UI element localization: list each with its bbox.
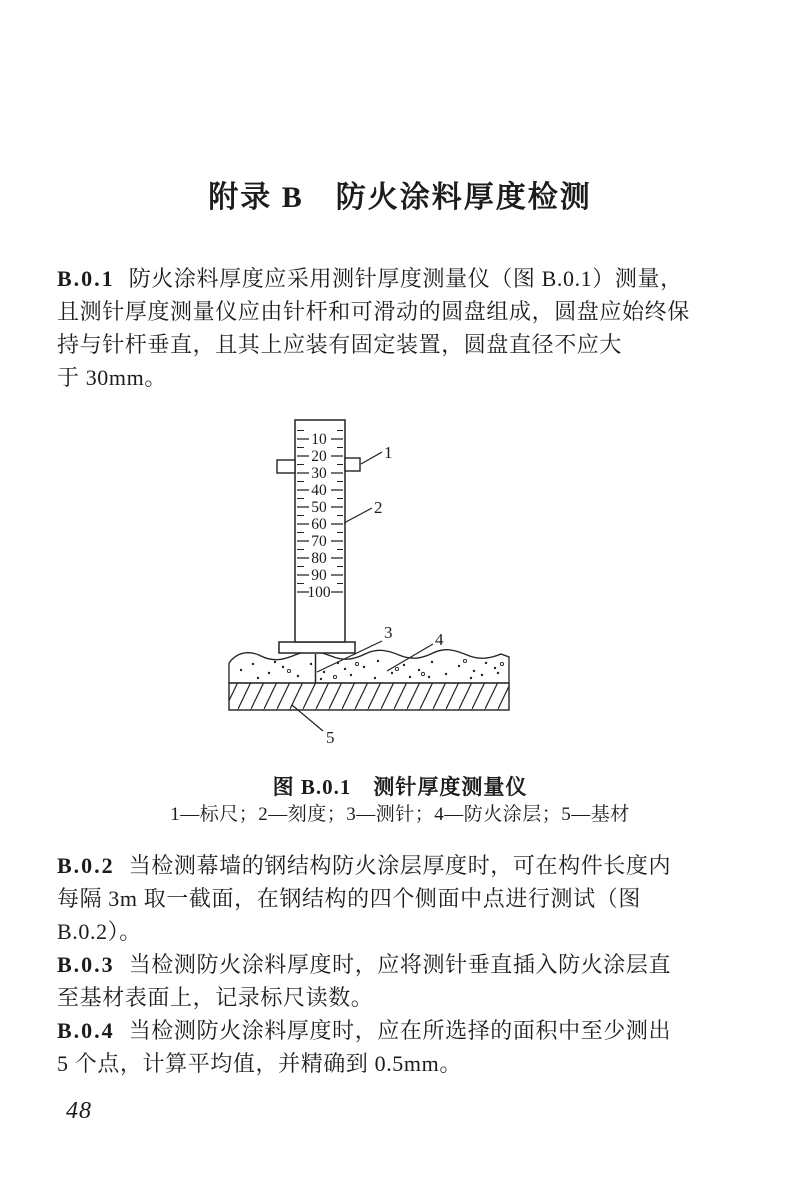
paragraph-text: 当检测防火涂料厚度时，应将测针垂直插入防火涂层直: [128, 952, 672, 977]
substrate: [229, 683, 509, 710]
paragraph-b02: [57, 849, 757, 948]
scale-number: 20: [311, 448, 327, 465]
leader-line-1: [361, 452, 382, 464]
paragraph-text: 防火涂料厚度应采用测针厚度测量仪（图 B.0.1）测量，: [128, 266, 683, 291]
paragraph-line: 持与针杆垂直，且其上应装有固定装置，圆盘直径不应大: [57, 332, 623, 357]
scale-number: 60: [311, 516, 327, 533]
paragraph-line: [57, 948, 757, 981]
section-label: B.0.1: [57, 266, 115, 291]
section-label: B.0.3: [57, 952, 115, 977]
paragraph-b01: [57, 262, 757, 394]
thickness-gauge-drawing: [225, 412, 525, 762]
paragraph-line: [57, 1014, 757, 1047]
paragraph-line: [57, 849, 757, 882]
paragraph-line: 每隔 3m 取一截面，在钢结构的四个侧面中点进行测试（图: [57, 886, 641, 911]
paragraph-line: 5 个点，计算平均值，并精确到 0.5mm。: [57, 1051, 462, 1076]
callout-3: 3: [384, 623, 393, 642]
scale-number: 10: [311, 431, 327, 448]
callout-4: 4: [435, 630, 444, 649]
scale-number: 40: [311, 482, 327, 499]
paragraph-line: 于 30mm。: [57, 365, 167, 390]
callout-1: 1: [384, 443, 393, 462]
fixing-tab-right: [345, 458, 360, 471]
figure-caption: 图 B.0.1 测针厚度测量仪: [272, 775, 528, 799]
page-number: 48: [66, 1098, 92, 1124]
paragraph-b03: [57, 948, 757, 1014]
page-title: 附录 B 防火涂料厚度检测: [208, 181, 592, 214]
coating-layer: [229, 650, 509, 683]
paragraph-text: 当检测防火涂料厚度时，应在所选择的面积中至少测出: [128, 1018, 672, 1043]
fixing-tab-left: [277, 460, 295, 473]
leader-line-2: [344, 508, 372, 523]
section-label: B.0.4: [57, 1018, 115, 1043]
paragraph-line: 至基材表面上，记录标尺读数。: [57, 985, 374, 1010]
scale-number: 80: [311, 550, 327, 567]
paragraph-line: B.0.2）。: [57, 919, 142, 944]
scale-number: 50: [311, 499, 327, 516]
scale-number: 100: [307, 584, 331, 601]
section-label: B.0.2: [57, 853, 115, 878]
callout-2: 2: [374, 498, 383, 517]
callout-5: 5: [326, 728, 335, 747]
paragraph-text: 当检测幕墙的钢结构防火涂层厚度时，可在构件长度内: [128, 853, 672, 878]
scale-number: 30: [311, 465, 327, 482]
paragraph-b04: [57, 1014, 757, 1080]
figure-diagram: [225, 412, 525, 762]
paragraph-line: [57, 262, 757, 295]
figure-legend: 1—标尺；2—刻度；3—测针；4—防火涂层；5—基材: [170, 804, 630, 825]
scale-number: 70: [311, 533, 327, 550]
scale-number: 90: [311, 567, 327, 584]
paragraph-line: 且测针厚度测量仪应由针杆和可滑动的圆盘组成，圆盘应始终保: [57, 299, 690, 324]
disc: [279, 642, 355, 653]
